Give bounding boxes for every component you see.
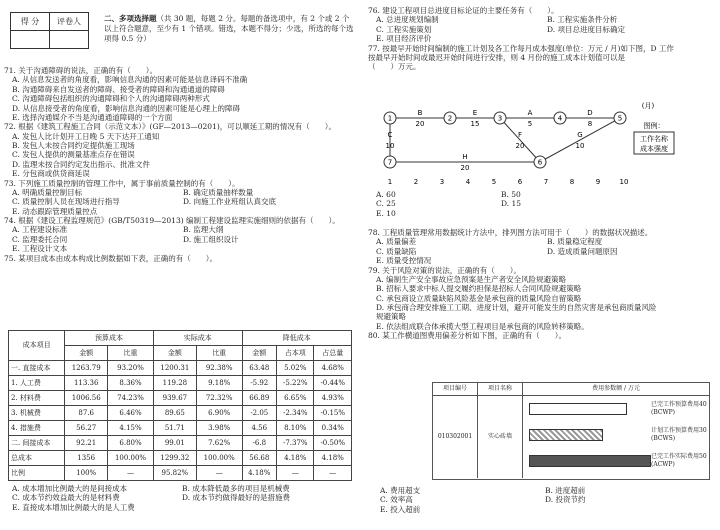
option-text[interactable]: D. 投资节约 xyxy=(545,495,586,505)
question-line: 78. 工程质量管理常用数据统计方法中，排列图方法可用于（ ）的数据状况描述。 xyxy=(368,228,653,237)
table-cell: 一. 直接成本 xyxy=(9,361,65,376)
option-text[interactable]: A. 明确质量控制目标 xyxy=(12,187,83,197)
table-cell: 3.98% xyxy=(196,421,242,436)
cost-head: 预算成本 xyxy=(65,331,154,346)
bar-label-sub: (BCWP) xyxy=(651,408,675,416)
task-name: H xyxy=(462,153,468,161)
table-cell: 4.18% xyxy=(277,451,314,466)
month-label: 2 xyxy=(413,178,419,186)
question-line: 76. 建设工程项目总进度目标论证的主要任务有（ ）。 xyxy=(368,6,559,15)
q80-options xyxy=(380,486,710,514)
network-diagram xyxy=(380,100,680,188)
option-text[interactable]: E. 10 xyxy=(376,208,396,218)
question-line: C. 发包人提供的测量基准点存在错误 xyxy=(12,150,135,160)
legend-item: 成本强度 xyxy=(640,145,668,153)
table-cell: 4. 措施费 xyxy=(9,421,65,436)
table-cell: 63.48 xyxy=(242,361,276,376)
question-line: E. 依法组成联合体承揽大型工程项目是承包商的风险转移策略。 xyxy=(376,321,589,331)
table-cell: -5.92 xyxy=(242,376,276,391)
section-title: 二、多项选择题 xyxy=(104,14,157,23)
table-cell: 4.56 xyxy=(242,421,276,436)
question-line: D. 监理未按合同约定发出指示、批准文件 xyxy=(12,159,151,169)
bar-label-sub: (ACWP) xyxy=(651,460,675,468)
question-line: 72. 根据《建筑工程施工合同（示范文本）》(GF—2013—0201)，可以顺延工期的情况有（ ）。 xyxy=(4,122,337,132)
question-line xyxy=(368,25,718,34)
chart-header: 费用参数额 / 万元 xyxy=(592,385,640,392)
option-text[interactable]: C. 成本节约效益最大的是材料费 xyxy=(12,493,120,503)
cost-bar xyxy=(529,429,603,441)
right-questions-mid xyxy=(368,228,718,341)
table-cell: — xyxy=(108,466,154,481)
node-label: 5 xyxy=(617,114,623,123)
table-cell: 6.65% xyxy=(277,391,314,406)
cost-subhead: 比重 xyxy=(196,346,242,361)
task-name: C xyxy=(387,131,393,139)
chart-name: 实心砖墙 xyxy=(478,396,523,478)
node-label: 6 xyxy=(537,158,543,167)
table-cell: -6.8 xyxy=(242,436,276,451)
table-cell: 4.18% xyxy=(314,451,352,466)
table-cell: -5.22% xyxy=(277,376,314,391)
option-text[interactable]: C. 工程实施策划 xyxy=(376,24,432,34)
option-row xyxy=(376,209,626,218)
chart-header: 项目编号 xyxy=(433,383,478,395)
bar-label-text: 已完工作实际费用50 xyxy=(651,453,707,460)
question-line: 73. 下列施工质量控制的管理工作中，属于事前质量控制的有（ ）。 xyxy=(4,178,240,188)
month-label: 7 xyxy=(543,178,549,186)
table-cell: 1263.79 xyxy=(65,361,108,376)
question-line: 规避策略 xyxy=(376,312,406,322)
question-line xyxy=(4,197,354,206)
table-cell: 8.10% xyxy=(277,421,314,436)
cost-table xyxy=(8,330,352,481)
question-line xyxy=(4,235,354,244)
task-name: A xyxy=(527,109,533,117)
option-text[interactable]: B. 工程实施条件分析 xyxy=(547,15,618,25)
question-line: 按最早开始时间或最迟开始时间进行安排，则 4 月份的施工成本计划值可以是 xyxy=(368,52,626,62)
table-cell: 总成本 xyxy=(9,451,65,466)
question-line: 75. 某项目成本由成本构成比例数据如下表，正确的有（ ）。 xyxy=(4,253,218,263)
option-row xyxy=(12,484,352,493)
cost-bar-chart xyxy=(432,382,710,480)
option-text[interactable]: B. 成本降低最多的项目是机械费 xyxy=(182,484,290,493)
question-line xyxy=(368,247,718,256)
node-label: 1 xyxy=(387,114,393,123)
right-questions-top xyxy=(368,6,718,72)
section-intro xyxy=(104,14,356,44)
option-text[interactable]: B. 进度超前 xyxy=(545,486,586,495)
task-value: 5 xyxy=(527,120,533,128)
question-line: B. 招标人要求中标人提交履约担保是招标人合同风险规避策略 xyxy=(376,284,582,294)
question-line: 77. 按最早开始时间编制的施工计划及各工作每月成本强度(单位：万元 / 月)如下图，D 工作 xyxy=(368,43,674,53)
question-line: E. 工程设计文本 xyxy=(12,244,68,254)
option-text[interactable]: D. 施工组织设计 xyxy=(183,234,239,244)
option-row xyxy=(380,505,710,514)
table-row xyxy=(9,421,352,436)
table-cell: 66.89 xyxy=(242,391,276,406)
table-cell: 100.00% xyxy=(196,451,242,466)
option-text[interactable]: C. 质量缺陷 xyxy=(376,246,417,256)
question-line xyxy=(4,225,354,234)
table-row xyxy=(9,376,352,391)
cost-head: 降低成本 xyxy=(242,331,351,346)
option-row xyxy=(376,190,626,199)
grader-cell[interactable] xyxy=(50,31,89,49)
score-cell[interactable] xyxy=(11,31,50,49)
option-text[interactable]: D. 向施工作业班组认真交底 xyxy=(183,197,277,207)
q75-options xyxy=(12,484,352,512)
option-row xyxy=(380,495,710,504)
table-cell: 4.18% xyxy=(242,466,276,481)
month-label: 4 xyxy=(465,178,471,186)
question-line: 79. 关于风险对策的说法，正确的有（ ）。 xyxy=(368,265,522,275)
question-line: E. 项目经济评价 xyxy=(376,34,432,44)
table-cell: 119.28 xyxy=(153,376,196,391)
table-cell: 9.18% xyxy=(196,376,242,391)
table-cell: 100.00% xyxy=(108,451,154,466)
table-cell: 95.82% xyxy=(153,466,196,481)
table-cell: 1006.56 xyxy=(65,391,108,406)
table-cell: 比例 xyxy=(9,466,65,481)
task-value: 20 xyxy=(415,120,425,128)
table-cell: 1356 xyxy=(65,451,108,466)
question-line: D. 承包商合理安排施工工期、进度计划，避开可能发生的自然灾害是承包商质量风险 xyxy=(376,303,657,312)
question-line: 80. 某工作横道图费用偏差分析如下图，正确的有（ ）。 xyxy=(368,331,567,341)
table-row xyxy=(9,436,352,451)
question-line: （ ）万元。 xyxy=(368,62,421,72)
table-cell: 56.27 xyxy=(65,421,108,436)
table-cell: 8.36% xyxy=(108,376,154,391)
table-cell: 1200.31 xyxy=(153,361,196,376)
question-line: A. 发包人比计划开工日晚 5 天下达开工通知 xyxy=(12,131,160,141)
question-line: A. 编制生产安全事故应急预案是生产者安全风险规避策略 xyxy=(376,274,567,284)
table-cell: 0.34% xyxy=(314,421,352,436)
option-text[interactable]: D. 项目总进度目标确定 xyxy=(547,24,626,34)
question-line: 74. 根据《建设工程监理规范》(GB/T50319—2013) 编制工程建设监理实施细则的依据有（ ）。 xyxy=(4,216,340,225)
month-label: 3 xyxy=(439,178,445,186)
question-line: B. 沟通障碍来自发送者的障碍、接受者的障碍和沟通通道的障碍 xyxy=(12,84,225,94)
table-cell: 56.68 xyxy=(242,451,276,466)
bar-label xyxy=(651,401,707,416)
option-text[interactable]: D. 15 xyxy=(501,199,522,209)
option-text[interactable] xyxy=(182,503,352,512)
table-cell: 1299.32 xyxy=(153,451,196,466)
month-label: 5 xyxy=(491,178,497,186)
task-name: B xyxy=(417,109,423,117)
question-line: D. 从信息接受者的角度看，影响信息沟通的因素可能是心理上的障碍 xyxy=(12,103,241,113)
table-cell: -7.37% xyxy=(277,436,314,451)
question-line xyxy=(368,237,718,246)
node-label: 7 xyxy=(387,158,393,167)
axis-label: (月) xyxy=(641,102,655,110)
month-label: 8 xyxy=(569,178,575,186)
table-cell: 939.67 xyxy=(153,391,196,406)
table-cell: — xyxy=(314,466,352,481)
task-name: F xyxy=(517,131,523,139)
cost-subhead: 占本项 xyxy=(277,346,314,361)
table-cell: 74.23% xyxy=(108,391,154,406)
chart-header: 项目名称 xyxy=(478,383,523,395)
option-text[interactable]: D. 造成质量问题原因 xyxy=(547,246,618,256)
option-text[interactable]: E. 投入超前 xyxy=(380,504,421,514)
task-value: 10 xyxy=(575,142,585,150)
grader-label: 评卷人 xyxy=(50,13,89,31)
left-questions xyxy=(4,66,354,263)
task-value: 15 xyxy=(470,120,480,128)
network-edge xyxy=(500,118,540,162)
cost-bar xyxy=(529,455,651,467)
table-row xyxy=(9,451,352,466)
q77-options xyxy=(376,190,626,218)
table-cell: -2.34% xyxy=(277,406,314,421)
option-text[interactable] xyxy=(545,505,710,514)
table-cell: 4.68% xyxy=(314,361,352,376)
score-box xyxy=(10,12,89,49)
legend-title: 图例： xyxy=(643,122,665,130)
table-cell: 72.32% xyxy=(196,391,242,406)
node-label: 2 xyxy=(447,114,453,123)
question-line: B. 发包人未按合同约定提供施工现场 xyxy=(12,141,135,150)
cost-head: 成本项目 xyxy=(9,331,65,361)
bar-label xyxy=(651,453,707,468)
table-cell: 2. 材料费 xyxy=(9,391,65,406)
table-cell: 5.02% xyxy=(277,361,314,376)
option-text[interactable]: A. 成本增加比例最大的是间接成本 xyxy=(12,484,128,493)
bar-label xyxy=(651,427,707,442)
table-cell: 3. 机械费 xyxy=(9,406,65,421)
table-cell: 100% xyxy=(65,466,108,481)
month-label: 9 xyxy=(595,178,601,186)
option-text[interactable]: D. 成本节约做得最好的是措施费 xyxy=(182,493,291,503)
table-cell: — xyxy=(277,466,314,481)
table-cell: 二. 间接成本 xyxy=(9,436,65,451)
score-label: 得 分 xyxy=(11,13,50,31)
table-cell: — xyxy=(196,466,242,481)
option-text[interactable]: B. 监理大纲 xyxy=(183,225,224,235)
cost-bar xyxy=(529,403,627,415)
cost-head: 实际成本 xyxy=(153,331,242,346)
table-cell: 87.6 xyxy=(65,406,108,421)
option-text[interactable]: A. 60 xyxy=(376,190,396,199)
table-cell: 6.90% xyxy=(196,406,242,421)
option-text[interactable]: A. 质量偏差 xyxy=(376,237,417,247)
table-cell: -2.05 xyxy=(242,406,276,421)
option-text[interactable]: A. 总进度规划编制 xyxy=(376,15,439,25)
task-value: 8 xyxy=(587,120,593,128)
table-cell: -0.44% xyxy=(314,376,352,391)
cost-subhead: 比重 xyxy=(108,346,154,361)
option-row xyxy=(376,199,626,208)
table-cell: 99.01 xyxy=(153,436,196,451)
table-cell: 6.80% xyxy=(108,436,154,451)
question-line xyxy=(368,15,718,24)
section-desc: （共 30 题，每题 2 分。每题的备选项中，有 2 个或 2 个以上符合题意，至少有 1 个错项。错选，本题不得分；少选，所选的每个选项得 0.5 分） xyxy=(104,14,354,44)
cost-subhead: 占总量 xyxy=(314,346,352,361)
table-row xyxy=(9,406,352,421)
task-value: 20 xyxy=(515,142,525,150)
option-row xyxy=(12,493,352,502)
table-cell: 92.21 xyxy=(65,436,108,451)
table-cell: 92.38% xyxy=(196,361,242,376)
legend-item: 工作名称 xyxy=(640,135,668,143)
task-name: D xyxy=(587,109,593,117)
month-label: 1 xyxy=(387,178,393,186)
table-cell: 93.20% xyxy=(108,361,154,376)
bar-label-sub: (BCWS) xyxy=(651,434,676,442)
table-cell: -0.50% xyxy=(314,436,352,451)
option-text[interactable]: B. 50 xyxy=(501,190,521,199)
option-row xyxy=(380,486,710,495)
question-line xyxy=(4,188,354,197)
option-text[interactable]: A. 工程建设标准 xyxy=(12,225,68,235)
table-cell: 1. 人工费 xyxy=(9,376,65,391)
chart-code: 010302001 xyxy=(433,396,478,478)
option-text[interactable]: C. 监理委托合同 xyxy=(12,234,68,244)
option-row xyxy=(12,503,352,512)
table-row xyxy=(9,391,352,406)
table-cell: 89.65 xyxy=(153,406,196,421)
question-line: E. 分包商或供货商延误 xyxy=(12,169,90,179)
question-line: E. 质量受控情况 xyxy=(376,256,432,266)
option-text[interactable] xyxy=(501,209,626,218)
table-cell: 7.62% xyxy=(196,436,242,451)
bar-label-text: 计划工作预算费用30 xyxy=(651,427,707,434)
node-label: 3 xyxy=(497,114,503,123)
option-text[interactable]: B. 质量稳定程度 xyxy=(547,237,603,247)
bar-label-text: 已完工作预算费用40 xyxy=(651,401,707,408)
table-cell: 6.46% xyxy=(108,406,154,421)
option-text[interactable]: C. 效率高 xyxy=(380,495,413,505)
option-text[interactable]: C. 25 xyxy=(376,199,396,209)
question-line: E. 动态跟踪管理质量控点 xyxy=(12,206,98,216)
question-line: A. 从信息发送者的角度看，影响信息沟通的因素可能是信息译码不准确 xyxy=(12,75,248,85)
cost-subhead: 金额 xyxy=(242,346,276,361)
table-cell: 4.93% xyxy=(314,391,352,406)
question-line: E. 选择沟通媒介不当是沟通通道障碍的一个方面 xyxy=(12,112,173,122)
table-row xyxy=(9,361,352,376)
option-text[interactable]: A. 费用超支 xyxy=(380,486,421,495)
month-label: 10 xyxy=(619,178,629,186)
question-line: C. 沟通障碍包括组织的沟通障碍和个人的沟通障碍两种形式 xyxy=(12,94,210,104)
cost-subhead: 金额 xyxy=(153,346,196,361)
option-text[interactable]: C. 质量控制人员在现场进行指导 xyxy=(12,197,120,207)
question-line: C. 承包商设立质量缺陷风险基金是承包商的质量风险自留策略 xyxy=(376,293,582,303)
question-line: 71. 关于沟通障碍的说法，正确的有（ ）。 xyxy=(4,66,158,75)
table-row xyxy=(9,466,352,481)
network-edge xyxy=(540,118,620,162)
task-name: E xyxy=(472,109,478,117)
table-cell: 113.36 xyxy=(65,376,108,391)
task-value: 10 xyxy=(385,142,395,150)
month-label: 6 xyxy=(517,178,523,186)
option-text[interactable]: E. 直接成本增加比例最大的是人工费 xyxy=(12,502,135,512)
task-value: 20 xyxy=(460,164,470,172)
table-cell: -0.15% xyxy=(314,406,352,421)
node-label: 4 xyxy=(557,114,563,123)
cost-subhead: 金额 xyxy=(65,346,108,361)
task-name: G xyxy=(577,131,583,139)
option-text[interactable]: B. 确定质量抽样数量 xyxy=(183,187,254,197)
table-cell: 4.15% xyxy=(108,421,154,436)
table-cell: 51.71 xyxy=(153,421,196,436)
